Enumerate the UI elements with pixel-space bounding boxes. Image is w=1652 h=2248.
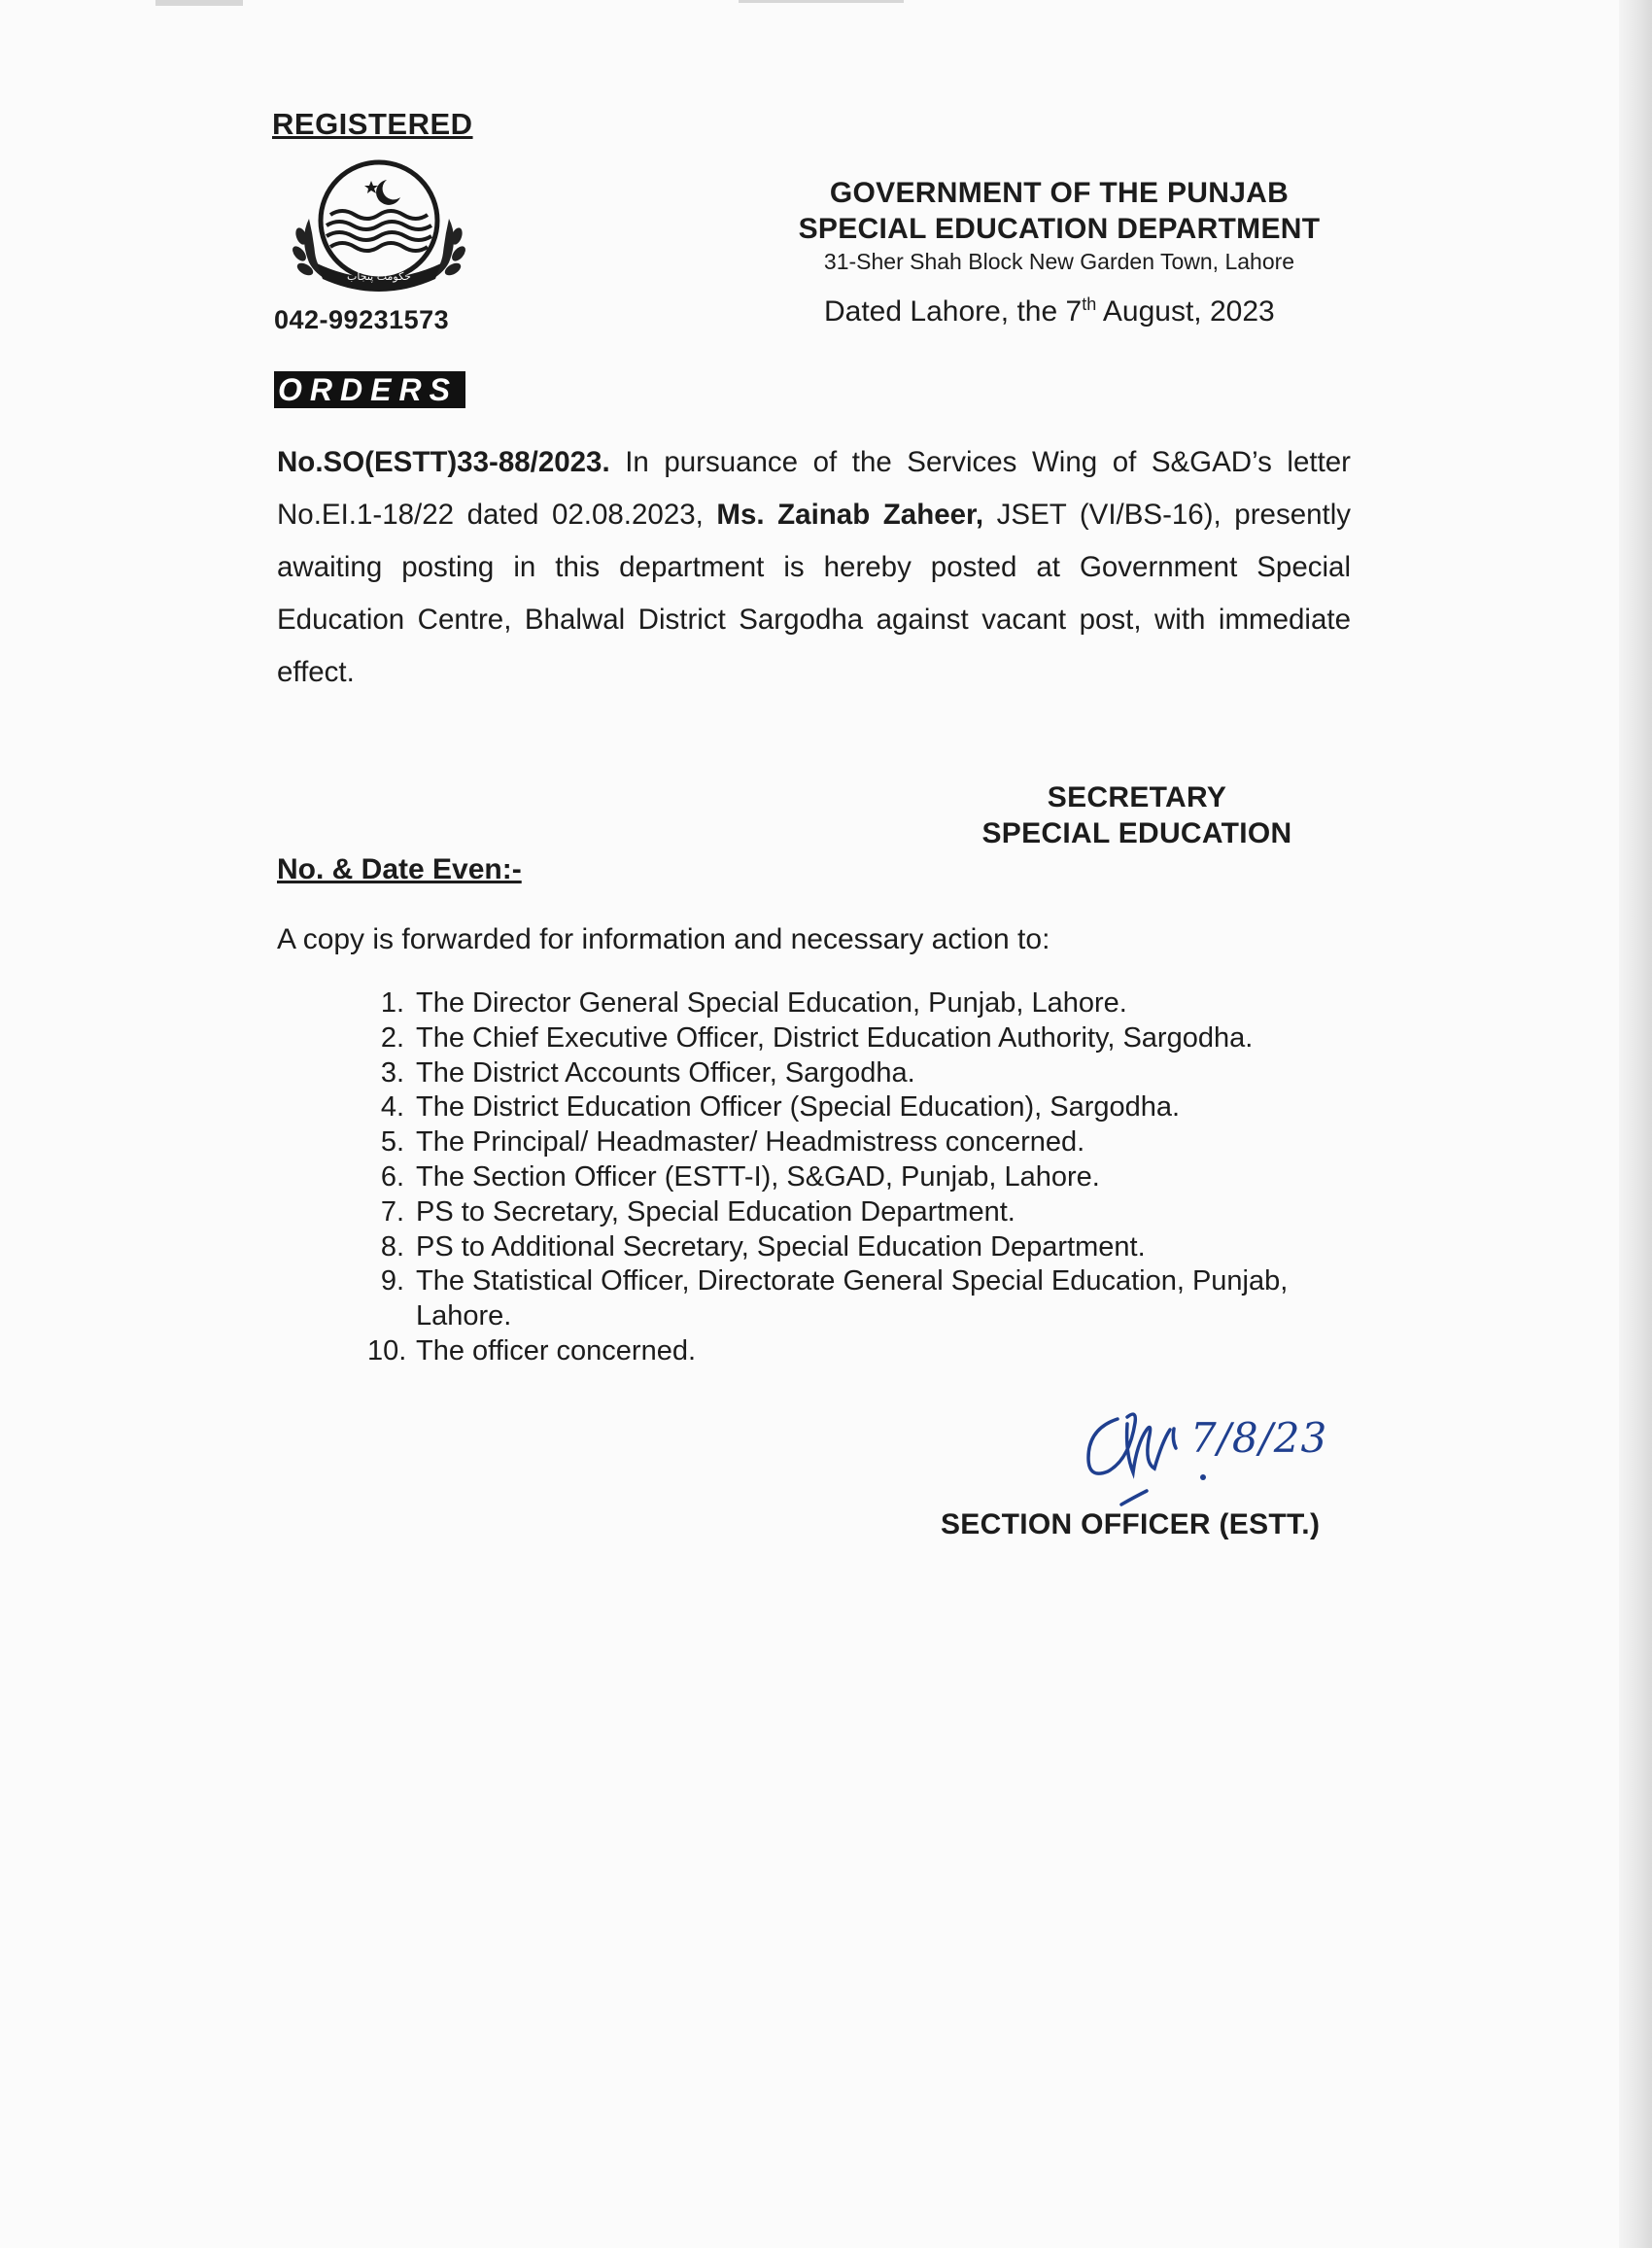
section-officer-title: SECTION OFFICER (ESTT.) — [941, 1508, 1321, 1540]
distribution-number: 1. — [380, 987, 404, 1019]
scan-mark — [739, 0, 904, 3]
distribution-item — [367, 1195, 1378, 1230]
order-text-1: In pursuance of the Services Wing of S&GAD’s letter No.EI.1-18/22 dated 02.08.2023, — [277, 446, 1351, 531]
dated-superscript: th — [1082, 294, 1097, 314]
distribution-item — [367, 1090, 1378, 1125]
phone-number: 042-99231573 — [274, 305, 450, 334]
order-number: No.SO(ESTT)33-88/2023. — [277, 446, 610, 478]
distribution-item — [367, 1264, 1378, 1334]
distribution-text: The District Accounts Officer, Sargodha. — [416, 1056, 915, 1089]
distribution-text: The Principal/ Headmaster/ Headmistress concerned. — [416, 1126, 1085, 1159]
distribution-text: The Director General Special Education, Punjab, Lahore. — [416, 987, 1127, 1019]
distribution-text: PS to Secretary, Special Education Department. — [416, 1195, 1015, 1228]
registered-label: REGISTERED — [272, 107, 473, 141]
department-title: SPECIAL EDUCATION DEPARTMENT — [798, 213, 1321, 245]
distribution-number: 4. — [380, 1091, 404, 1124]
distribution-text: The officer concerned. — [416, 1334, 697, 1366]
distribution-number: 8. — [380, 1230, 404, 1262]
date-even-label: No. & Date Even:- — [277, 853, 522, 885]
distribution-item — [367, 1334, 1378, 1369]
distribution-number: 10. — [367, 1334, 407, 1366]
scan-edge — [1619, 0, 1652, 2248]
dated-prefix: Dated Lahore, the 7 — [824, 295, 1083, 328]
distribution-item — [367, 1056, 1378, 1091]
distribution-number: 7. — [380, 1195, 404, 1228]
distribution-text: The Statistical Officer, Directorate General Special Education, Punjab, Lahore. — [416, 1265, 1289, 1332]
distribution-number: 9. — [380, 1265, 404, 1297]
distribution-item — [367, 1160, 1378, 1195]
distribution-item — [367, 1021, 1378, 1056]
distribution-number: 6. — [380, 1160, 404, 1193]
distribution-text: The Section Officer (ESTT-I), S&GAD, Punjab, Lahore. — [416, 1160, 1100, 1193]
distribution-number: 3. — [380, 1056, 404, 1089]
order-paragraph — [277, 436, 1351, 699]
department-address: 31-Sher Shah Block New Garden Town, Lahore — [823, 249, 1295, 274]
punjab-emblem-icon — [282, 151, 476, 296]
distribution-item — [367, 986, 1378, 1021]
order-text-2: JSET (VI/BS-16), presently awaiting posting in this department is hereby posted at Government Special Education Centre, Bhalwal District Sargodha against vacant post, with immediate effect. — [277, 499, 1352, 688]
secretary-block — [933, 779, 1341, 851]
distribution-number: 2. — [380, 1021, 404, 1054]
distribution-item — [367, 1125, 1378, 1160]
emblem-caption: حکومت پنجاب — [347, 270, 411, 283]
copy-forwarded-text: A copy is forwarded for information and necessary action to: — [277, 923, 1050, 955]
dated-line — [824, 294, 1275, 329]
secretary-department: SPECIAL EDUCATION — [981, 817, 1292, 849]
scan-mark — [155, 0, 243, 6]
person-name: Ms. Zainab Zaheer, — [716, 499, 984, 531]
distribution-number: 5. — [380, 1126, 404, 1159]
department-header — [787, 175, 1331, 276]
government-title: GOVERNMENT OF THE PUNJAB — [829, 177, 1290, 209]
dated-suffix: August, 2023 — [1096, 295, 1275, 328]
distribution-list — [367, 986, 1378, 1369]
signature-date: 7/8/23 — [1190, 1414, 1328, 1462]
secretary-title: SECRETARY — [1047, 781, 1227, 813]
distribution-text: PS to Additional Secretary, Special Education Department. — [416, 1230, 1146, 1262]
distribution-item — [367, 1230, 1378, 1265]
orders-label: ORDERS — [274, 371, 465, 408]
distribution-text: The District Education Officer (Special Education), Sargodha. — [416, 1091, 1181, 1124]
distribution-text: The Chief Executive Officer, District Education Authority, Sargodha. — [416, 1021, 1254, 1054]
